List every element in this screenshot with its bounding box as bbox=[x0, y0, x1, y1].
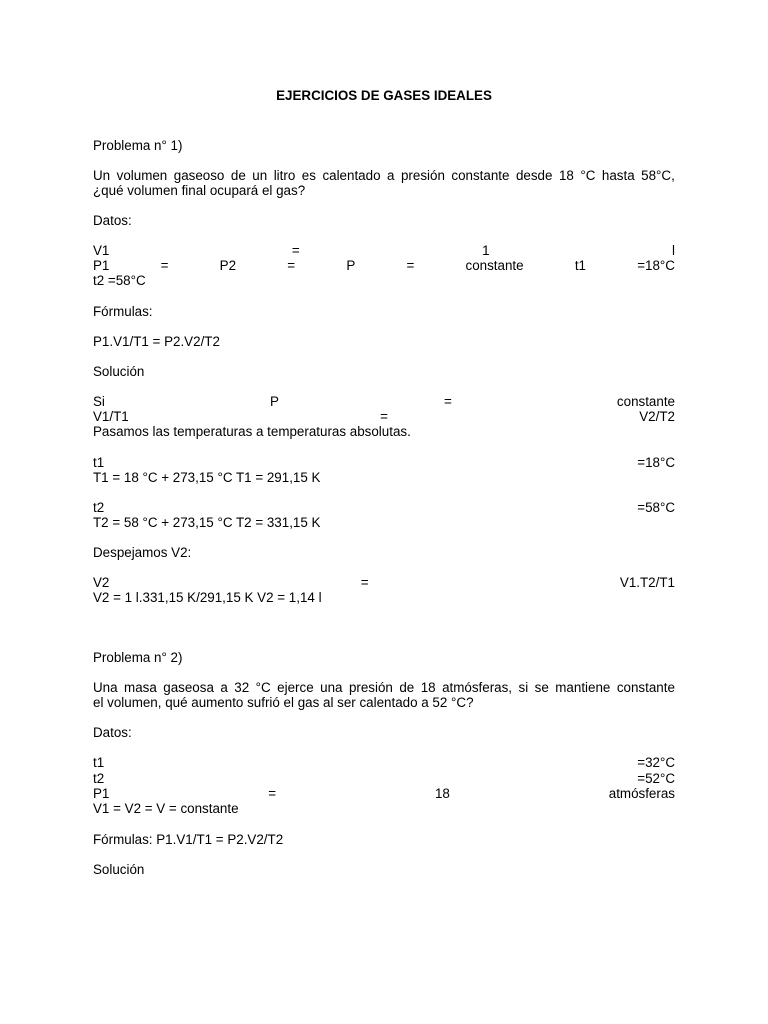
justified-word: P1 bbox=[93, 258, 110, 273]
justified-word: =52°C bbox=[637, 771, 675, 786]
justified-word: 1 bbox=[482, 243, 490, 258]
justified-word: un bbox=[252, 168, 268, 183]
justified-word: 18 bbox=[420, 680, 436, 695]
justified-word: litro bbox=[273, 168, 296, 183]
justified-word: atmósferas bbox=[608, 786, 675, 801]
justified-word: l bbox=[671, 243, 675, 258]
justified-word: calentado bbox=[322, 168, 381, 183]
justified-word: mantiene bbox=[555, 680, 611, 695]
justified-word: = bbox=[160, 258, 169, 273]
justified-word: de bbox=[230, 168, 246, 183]
justified-word: = bbox=[406, 258, 415, 273]
problem-1-datos-line-2 bbox=[93, 258, 675, 273]
justified-word: =18°C bbox=[637, 455, 675, 470]
problem-2-solucion-label: Solución bbox=[93, 862, 145, 877]
problem-2-datos-label: Datos: bbox=[93, 725, 132, 740]
justified-word: = bbox=[291, 243, 300, 258]
justified-word: Un bbox=[93, 168, 111, 183]
justified-word: = bbox=[268, 786, 277, 801]
justified-word: =58°C bbox=[637, 500, 675, 515]
problem-1-T2-calc: T2 = 58 °C + 273,15 °C T2 = 331,15 K bbox=[93, 515, 321, 530]
justified-word: gaseoso bbox=[173, 168, 225, 183]
problem-2-datos-line-2 bbox=[93, 771, 675, 786]
justified-word: t2 bbox=[93, 771, 105, 786]
justified-word: °C bbox=[255, 680, 271, 695]
justified-word: 18 bbox=[558, 168, 574, 183]
problem-1-t1-line bbox=[93, 455, 675, 470]
justified-word: V1 bbox=[93, 243, 110, 258]
justified-word: 18 bbox=[434, 786, 450, 801]
justified-word: P bbox=[346, 258, 356, 273]
justified-word: Una bbox=[93, 680, 118, 695]
justified-word: es bbox=[301, 168, 316, 183]
justified-word: presión bbox=[400, 168, 445, 183]
problem-1-statement-line-1 bbox=[93, 168, 675, 183]
justified-word: = bbox=[380, 409, 388, 424]
problem-2-heading: Problema n° 2) bbox=[93, 650, 183, 665]
justified-word: =18°C bbox=[637, 258, 675, 273]
problem-1-despejamos-label: Despejamos V2: bbox=[93, 545, 192, 560]
justified-word: V2 bbox=[93, 575, 110, 590]
justified-word: constante bbox=[616, 680, 675, 695]
justified-word: a bbox=[220, 680, 228, 695]
justified-word: P1 bbox=[93, 786, 110, 801]
problem-1-T1-calc: T1 = 18 °C + 273,15 °C T1 = 291,15 K bbox=[93, 470, 321, 485]
justified-word: = bbox=[360, 575, 369, 590]
problem-2-statement-line-1 bbox=[93, 680, 675, 695]
problem-2-datos-line-3 bbox=[93, 786, 675, 801]
problem-1-t2-line bbox=[93, 500, 675, 515]
problem-2-statement-line-2: el volumen, qué aumento sufrió el gas al ser calentado a 52 °C? bbox=[93, 695, 474, 710]
justified-word: V1.T2/T1 bbox=[619, 575, 675, 590]
justified-word: t1 bbox=[93, 755, 105, 770]
justified-word: V2/T2 bbox=[639, 409, 675, 424]
justified-word: volumen bbox=[116, 168, 168, 183]
justified-word: hasta bbox=[601, 168, 635, 183]
problem-1-heading: Problema n° 1) bbox=[93, 138, 183, 153]
justified-word: = bbox=[444, 394, 452, 409]
justified-word: 32 bbox=[234, 680, 250, 695]
problem-1-datos-line-1 bbox=[93, 243, 675, 258]
justified-word: a bbox=[387, 168, 395, 183]
justified-word: t2 bbox=[93, 500, 105, 515]
problem-1-solucion-label: Solución bbox=[93, 364, 145, 379]
justified-word: si bbox=[518, 680, 529, 695]
problem-1-solucion-line-1 bbox=[93, 394, 675, 409]
problem-1-v2-line bbox=[93, 575, 675, 590]
justified-word: presión bbox=[348, 680, 393, 695]
problem-1-statement-line-2: ¿qué volumen final ocupará el gas? bbox=[93, 183, 306, 198]
justified-word: P2 bbox=[219, 258, 237, 273]
justified-word: gaseosa bbox=[163, 680, 214, 695]
justified-word: t1 bbox=[574, 258, 586, 273]
justified-word: 58°C, bbox=[641, 168, 675, 183]
problem-1-formula: P1.V1/T1 = P2.V2/T2 bbox=[93, 334, 220, 349]
justified-word: P bbox=[270, 394, 279, 409]
justified-word: = bbox=[287, 258, 296, 273]
problem-1-solucion-line-2 bbox=[93, 409, 675, 424]
justified-word: °C bbox=[580, 168, 596, 183]
problem-1-solucion-line-3: Pasamos las temperaturas a temperaturas absolutas. bbox=[93, 424, 411, 439]
problem-1-v2-result: V2 = 1 l.331,15 K/291,15 K V2 = 1,14 l bbox=[93, 590, 322, 605]
justified-word: atmósferas, bbox=[442, 680, 513, 695]
justified-word: de bbox=[399, 680, 415, 695]
justified-word: constante bbox=[616, 394, 675, 409]
justified-word: Si bbox=[93, 394, 105, 409]
justified-word: masa bbox=[124, 680, 157, 695]
document-title: EJERCICIOS DE GASES IDEALES bbox=[276, 88, 492, 103]
justified-word: desde bbox=[515, 168, 553, 183]
problem-2-datos-line-4: V1 = V2 = V = constante bbox=[93, 801, 239, 816]
problem-1-datos-label: Datos: bbox=[93, 213, 132, 228]
justified-word: constante bbox=[465, 258, 524, 273]
justified-word: constante bbox=[451, 168, 510, 183]
justified-word: ejerce bbox=[277, 680, 314, 695]
problem-1-formulas-label: Fórmulas: bbox=[93, 304, 153, 319]
problem-1-datos-line-3: t2 =58°C bbox=[93, 273, 146, 288]
justified-word: una bbox=[320, 680, 343, 695]
justified-word: V1/T1 bbox=[93, 409, 129, 424]
problem-2-formulas-line: Fórmulas: P1.V1/T1 = P2.V2/T2 bbox=[93, 832, 284, 847]
problem-2-datos-line-1 bbox=[93, 755, 675, 770]
justified-word: =32°C bbox=[637, 755, 675, 770]
justified-word: se bbox=[534, 680, 549, 695]
justified-word: t1 bbox=[93, 455, 105, 470]
